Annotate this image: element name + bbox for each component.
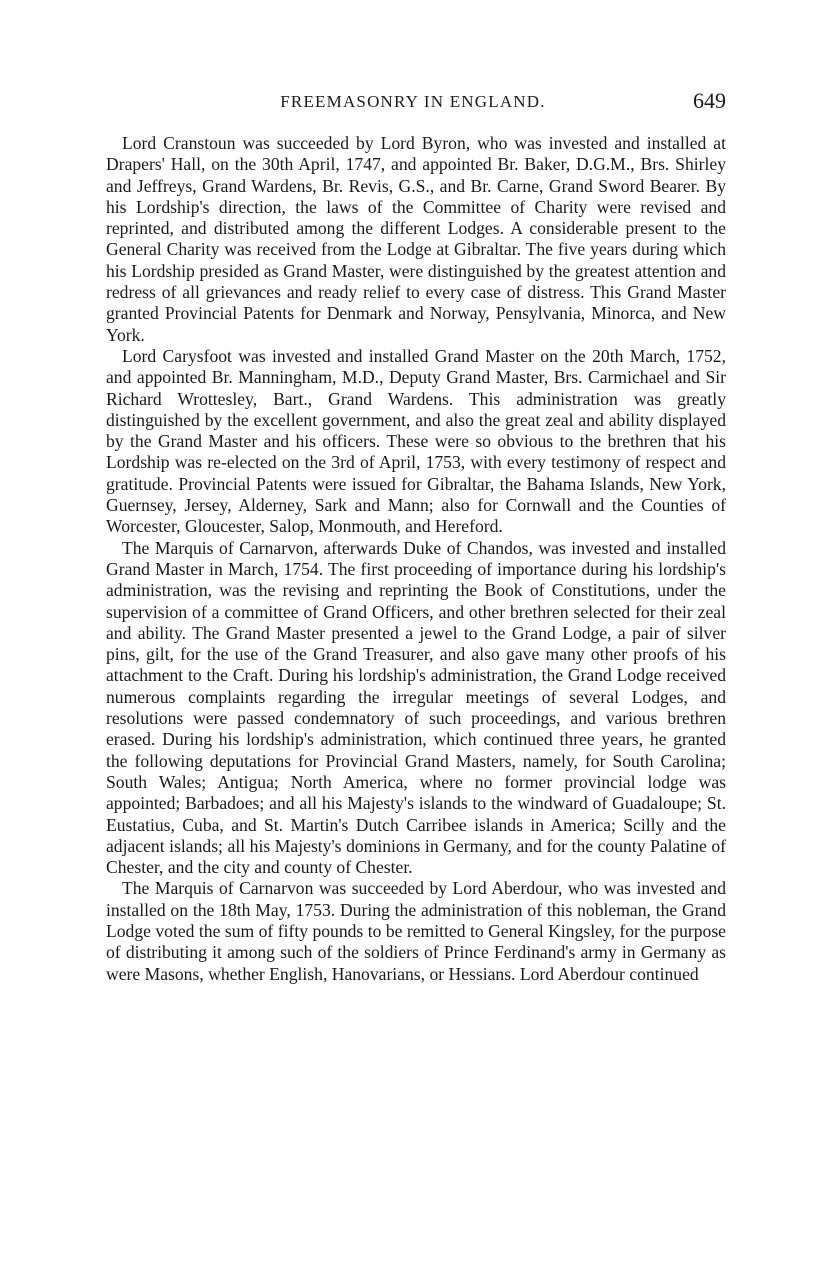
running-head: [100, 88, 726, 118]
paragraph-lord-carysfoot: Lord Carysfoot was invested and installed Grand Master on the 20th March, 1752, and appointed Br. Manningham, M.D., Deputy Grand Master, Brs. Carmichael and Sir Richard Wrottesley, Bart., Grand Wardens. This administration was greatly distinguished by the excellent government, and also the great zeal and ability displayed by the Grand Master and his officers. These were so obvious to the brethren that his Lordship was re-elected on the 3rd of April, 1753, with every testimony of respect and gratitude. Provincial Patents were issued for Gibraltar, the Bahama Islands, New York, Guernsey, Jersey, Alderney, Sark and Mann; also for Cornwall and the Counties of Worcester, Gloucester, Salop, Monmouth, and Hereford.: [106, 345, 726, 537]
paragraph-lord-byron: Lord Cranstoun was succeeded by Lord Byron, who was invested and installed at Drapers' Hall, on the 30th April, 1747, and appointed Br. Baker, D.G.M., Brs. Shirley and Jeffreys, Grand Wardens, Br. Revis, G.S., and Br. Carne, Grand Sword Bearer. By his Lordship's direction, the laws of the Committee of Charity were revised and reprinted, and distributed among the different Lodges. A considerable present to the General Charity was received from the Lodge at Gibraltar. The five years during which his Lordship presided as Grand Master, were distinguished by the greatest attention and redress of all grievances and ready relief to every case of distress. This Grand Master granted Provincial Patents for Denmark and Norway, Pensylvania, Minorca, and New York.: [106, 133, 726, 345]
paragraph-marquis-carnarvon: The Marquis of Carnarvon, afterwards Duke of Chandos, was invested and installed Grand Master in March, 1754. The first proceeding of importance during his lordship's administration, was the revising and reprinting the Book of Constitutions, under the supervision of a committee of Grand Officers, and other brethren selected for their zeal and ability. The Grand Master presented a jewel to the Grand Lodge, a pair of silver pins, gilt, for the use of the Grand Treasurer, and also gave many other proofs of his attachment to the Craft. During his lordship's administration, the Grand Lodge received numerous complaints regarding the irregular meetings of several Lodges, and resolutions were passed condemnatory of such proceedings, and various brethren erased. During his lordship's administration, which continued three years, he granted the following deputations for Provincial Grand Masters, namely, for South Carolina; South Wales; Antigua; North America, where no former provincial lodge was appointed; Barbadoes; and all his Majesty's islands to the windward of Guadaloupe; St. Eustatius, Cuba, and St. Martin's Dutch Carribee islands in America; Scilly and the adjacent islands; all his Majesty's dominions in Germany, and for the county Palatine of Chester, and the city and county of Chester.: [106, 537, 726, 878]
page-number: 649: [693, 88, 726, 113]
body-text: [106, 133, 726, 985]
running-title: FREEMASONRY IN ENGLAND.: [280, 92, 546, 111]
paragraph-lord-aberdour: The Marquis of Carnarvon was succeeded by Lord Aberdour, who was invested and installed on the 18th May, 1753. During the administration of this nobleman, the Grand Lodge voted the sum of fifty pounds to be remitted to General Kingsley, for the purpose of distributing it among such of the soldiers of Prince Ferdinand's army in Germany as were Masons, whether English, Hanovarians, or Hessians. Lord Aberdour continued: [106, 878, 726, 984]
